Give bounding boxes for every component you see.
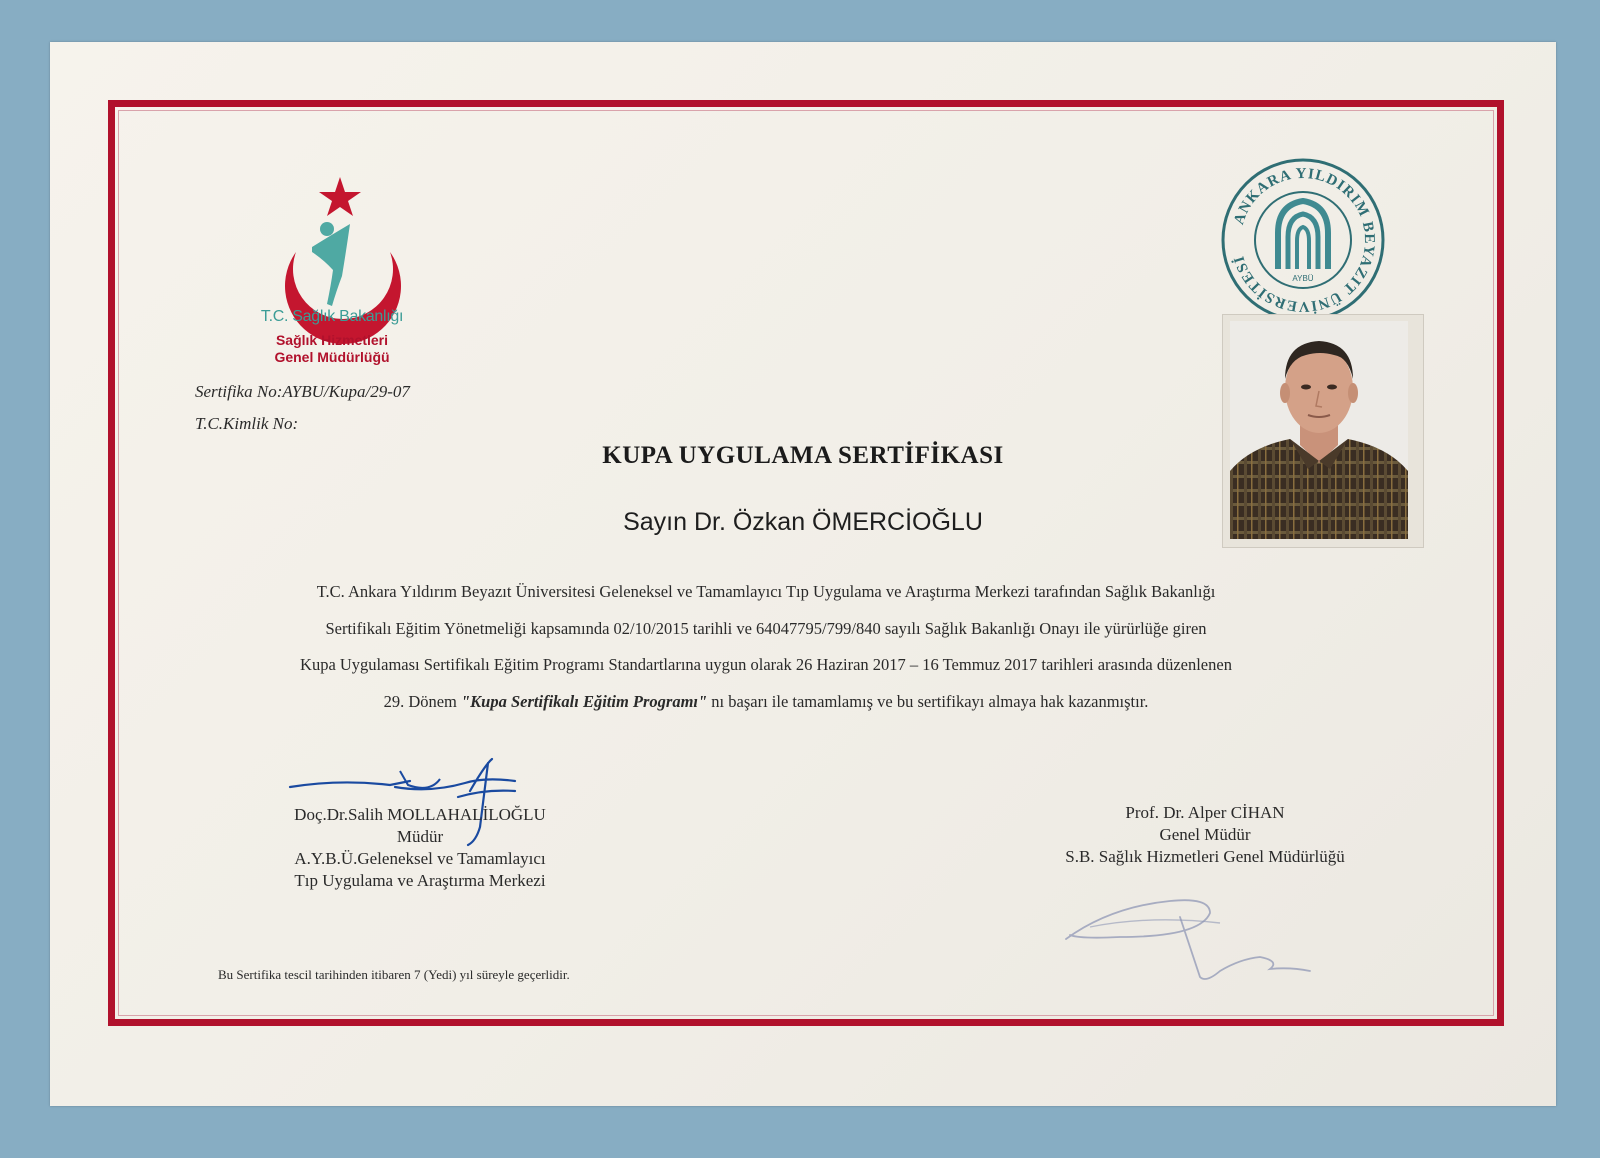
program-name: "Kupa Sertifikalı Eğitim Programı" xyxy=(461,691,708,711)
certificate-number: Sertifika No:AYBU/Kupa/29-07 xyxy=(195,382,410,401)
university-seal xyxy=(1220,157,1386,323)
body-line: Kupa Uygulaması Sertifikalı Eğitim Programı Standartlarına uygun olarak 26 Haziran 2017 – 16 Temmuz 2017 tarihleri arasında düzenlenen xyxy=(300,655,1232,674)
right-signatory-role: Genel Müdür xyxy=(1159,825,1251,844)
tc-kimlik-number: T.C.Kimlik No: xyxy=(195,414,299,433)
photo-frame xyxy=(1222,314,1424,548)
certificate-title: KUPA UYGULAMA SERTİFİKASI xyxy=(602,442,1004,469)
body-line: Sertifikalı Eğitim Yönetmeliği kapsamında 02/10/2015 tarihli ve 64047795/799/840 sayılı Sağlık Bakanlığı Onayı ile yürürlüğe giren xyxy=(325,618,1207,638)
body-line: T.C. Ankara Yıldırım Beyazıt Üniversitesi Geleneksel ve Tamamlayıcı Tıp Uygulama ve Araştırma Merkezi tarafından Sağlık Bakanlığı xyxy=(316,582,1216,601)
seal-abbreviation: AYBÜ xyxy=(1292,274,1314,283)
body-line xyxy=(200,684,1332,721)
right-signatory xyxy=(1035,802,1375,868)
body-line4-prefix: 29. Dönem xyxy=(383,691,462,711)
certificate-paper xyxy=(50,42,1556,1106)
ministry-department-line2: Genel Müdürlüğü xyxy=(274,349,390,365)
right-signatory-org: S.B. Sağlık Hizmetleri Genel Müdürlüğü xyxy=(1065,847,1345,866)
certificate-body xyxy=(200,574,1332,720)
ministry-name: T.C. Sağlık Bakanlığı xyxy=(260,308,404,325)
left-signatory-org-line1: A.Y.B.Ü.Geleneksel ve Tamamlayıcı xyxy=(294,849,546,868)
validity-note: Bu Sertifika tescil tarihinden itibaren 7 (Yedi) yıl süreyle geçerlidir. xyxy=(218,967,570,982)
right-signature xyxy=(1060,887,1320,987)
right-signatory-name: Prof. Dr. Alper CİHAN xyxy=(1125,803,1285,822)
left-signatory-org-line2: Tıp Uygulama ve Araştırma Merkezi xyxy=(294,871,546,890)
seal-text: ANKARA YILDIRIM BEYAZIT ÜNİVERSİTESİ xyxy=(1231,165,1378,315)
recipient-photo xyxy=(1230,321,1408,539)
left-signatory xyxy=(270,804,570,892)
body-line4-suffix: nı başarı ile tamamlamış ve bu sertifikayı almaya hak kazanmıştır. xyxy=(707,691,1149,711)
recipient-name: Sayın Dr. Özkan ÖMERCİOĞLU xyxy=(623,508,983,536)
ministry-department-line1: Sağlık Hizmetleri xyxy=(275,332,389,348)
svg-text:ANKARA YILDIRIM BEYAZIT ÜNİVER xyxy=(1230,166,1377,315)
left-signatory-role: Müdür xyxy=(396,827,444,846)
left-signatory-name: Doç.Dr.Salih MOLLAHALİLOĞLU xyxy=(294,805,546,824)
